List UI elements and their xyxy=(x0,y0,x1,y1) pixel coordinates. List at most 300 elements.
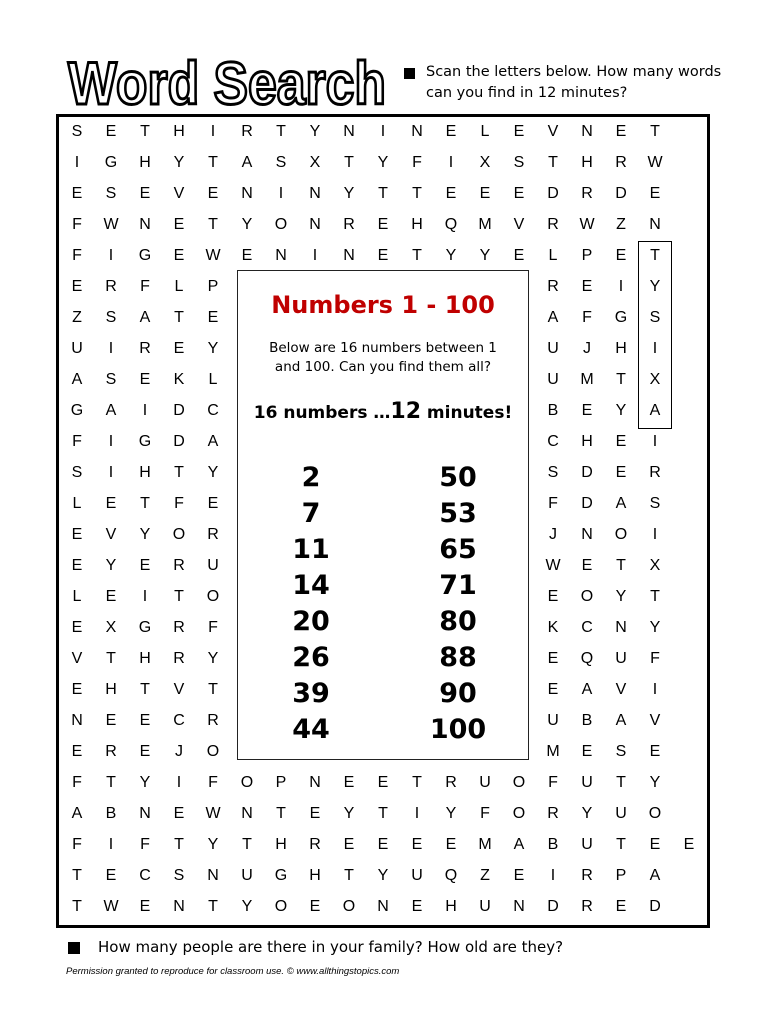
grid-letter: I xyxy=(74,154,80,171)
grid-letter: E xyxy=(513,247,525,264)
grid-letter: M xyxy=(546,743,560,760)
grid-letter: R xyxy=(581,185,593,202)
grid-letter: E xyxy=(173,805,185,822)
number-item: 65 xyxy=(439,534,477,565)
grid-letter: F xyxy=(140,278,150,295)
grid-letter: Y xyxy=(309,123,321,140)
grid-letter: E xyxy=(683,836,695,853)
grid-letter: E xyxy=(513,867,525,884)
grid-letter: F xyxy=(140,836,150,853)
grid-letter: L xyxy=(174,278,184,295)
panel-title: Numbers 1 - 100 xyxy=(271,291,495,319)
grid-letter: G xyxy=(70,402,84,419)
grid-letter: O xyxy=(512,805,526,822)
grid-letter: N xyxy=(581,526,593,543)
grid-letter: T xyxy=(174,309,184,326)
grid-letter: V xyxy=(513,216,525,233)
grid-letter: H xyxy=(581,433,593,450)
grid-letter: S xyxy=(71,464,83,481)
grid-letter: D xyxy=(173,402,185,419)
grid-letter: U xyxy=(581,836,593,853)
grid-letter: T xyxy=(412,247,422,264)
grid-letter: N xyxy=(241,185,253,202)
grid-letter: E xyxy=(71,526,83,543)
grid-letter: Q xyxy=(444,216,458,233)
grid-letter: D xyxy=(581,495,593,512)
grid-letter: I xyxy=(210,123,216,140)
grid-letter: V xyxy=(547,123,559,140)
grid-letter: E xyxy=(445,185,457,202)
grid-letter: E xyxy=(581,557,593,574)
grid-letter: C xyxy=(581,619,593,636)
grid-letter: Z xyxy=(480,867,490,884)
grid-letter: A xyxy=(547,309,559,326)
grid-letter: E xyxy=(343,836,355,853)
grid-letter: F xyxy=(174,495,184,512)
grid-letter: L xyxy=(72,495,82,512)
grid-letter: Q xyxy=(580,650,594,667)
grid-letter: R xyxy=(173,619,185,636)
grid-letter: F xyxy=(650,650,660,667)
grid-letter: W xyxy=(579,216,595,233)
grid-letter: R xyxy=(445,774,457,791)
number-item: 26 xyxy=(292,642,330,673)
intro-text: Scan the letters below. How many words can you find in 12 minutes? xyxy=(426,64,722,101)
grid-letter: W xyxy=(647,154,663,171)
grid-letter: N xyxy=(615,619,627,636)
grid-letter: R xyxy=(547,278,559,295)
grid-letter: R xyxy=(615,154,627,171)
grid-letter: X xyxy=(309,154,321,171)
grid-letter: T xyxy=(344,867,354,884)
footer-permission: Permission granted to reproduce for classroom use. © www.allthingstopics.com xyxy=(66,966,400,977)
grid-letter: F xyxy=(582,309,592,326)
grid-letter: Y xyxy=(479,247,491,264)
number-item: 7 xyxy=(301,498,321,529)
grid-letter: K xyxy=(547,619,559,636)
grid-letter: R xyxy=(173,650,185,667)
grid-letter: E xyxy=(241,247,253,264)
grid-letter: Y xyxy=(615,588,627,605)
grid-letter: H xyxy=(139,154,151,171)
grid-letter: D xyxy=(173,433,185,450)
grid-letter: I xyxy=(108,340,114,357)
grid-letter: D xyxy=(547,898,559,915)
grid-letter: N xyxy=(309,774,321,791)
grid-letter: C xyxy=(207,402,219,419)
grid-letter: R xyxy=(547,805,559,822)
grid-letter: P xyxy=(581,247,593,264)
grid-letter: I xyxy=(108,836,114,853)
grid-letter: N xyxy=(309,216,321,233)
number-item: 44 xyxy=(292,714,330,745)
grid-letter: E xyxy=(71,619,83,636)
number-item: 39 xyxy=(292,678,330,709)
grid-letter: A xyxy=(71,805,83,822)
grid-letter: I xyxy=(108,464,114,481)
grid-letter: T xyxy=(72,867,82,884)
grid-letter: N xyxy=(139,216,151,233)
grid-letter: L xyxy=(548,247,558,264)
grid-letter: A xyxy=(513,836,525,853)
grid-letter: E xyxy=(139,557,151,574)
grid-letter: W xyxy=(103,898,119,915)
grid-letter: T xyxy=(412,185,422,202)
grid-letter: E xyxy=(207,495,219,512)
grid-letter: O xyxy=(240,774,254,791)
grid-letter: R xyxy=(207,526,219,543)
grid-letter: S xyxy=(71,123,83,140)
question-text: How many people are there in your family? How old are they? xyxy=(98,938,564,956)
grid-letter: V xyxy=(105,526,117,543)
number-item: 80 xyxy=(439,606,477,637)
number-item: 14 xyxy=(292,570,330,601)
grid-letter: E xyxy=(479,185,491,202)
grid-letter: F xyxy=(72,216,82,233)
grid-letter: H xyxy=(173,123,185,140)
grid-letter: H xyxy=(139,464,151,481)
grid-letter: E xyxy=(139,712,151,729)
grid-letter: Y xyxy=(207,464,219,481)
grid-letter: F xyxy=(208,619,218,636)
grid-letter: T xyxy=(412,774,422,791)
grid-letter: Y xyxy=(105,557,117,574)
grid-letter: L xyxy=(480,123,490,140)
grid-letter: B xyxy=(105,805,117,822)
grid-letter: E xyxy=(139,185,151,202)
grid-letter: E xyxy=(547,588,559,605)
grid-letter: T xyxy=(174,836,184,853)
grid-letter: I xyxy=(652,433,658,450)
grid-letter: T xyxy=(208,681,218,698)
grid-letter: E xyxy=(377,836,389,853)
grid-letter: Z xyxy=(72,309,82,326)
grid-letter: S xyxy=(105,185,117,202)
grid-letter: Z xyxy=(616,216,626,233)
grid-letter: S xyxy=(173,867,185,884)
word-search-logo xyxy=(64,48,394,116)
grid-letter: I xyxy=(380,123,386,140)
grid-letter: E xyxy=(105,495,117,512)
grid-letter: T xyxy=(650,247,660,264)
grid-letter: V xyxy=(173,681,185,698)
grid-letter: N xyxy=(139,805,151,822)
grid-letter: E xyxy=(581,278,593,295)
grid-letter: I xyxy=(108,247,114,264)
grid-letter: E xyxy=(105,123,117,140)
grid-letter: A xyxy=(615,712,627,729)
grid-letter: N xyxy=(343,123,355,140)
grid-letter: W xyxy=(103,216,119,233)
grid-letter: F xyxy=(480,805,490,822)
grid-letter: L xyxy=(208,371,218,388)
grid-letter: R xyxy=(343,216,355,233)
grid-letter: T xyxy=(616,836,626,853)
grid-letter: J xyxy=(583,340,591,357)
grid-letter: E xyxy=(445,123,457,140)
number-item: 71 xyxy=(439,570,477,601)
grid-letter: Y xyxy=(649,278,661,295)
grid-letter: F xyxy=(208,774,218,791)
grid-letter: Y xyxy=(207,836,219,853)
grid-letter: R xyxy=(105,278,117,295)
grid-letter: E xyxy=(71,743,83,760)
grid-letter: G xyxy=(138,619,152,636)
grid-letter: E xyxy=(411,898,423,915)
grid-letter: U xyxy=(71,340,83,357)
grid-letter: X xyxy=(649,371,661,388)
grid-letter: N xyxy=(581,123,593,140)
grid-letter: E xyxy=(581,402,593,419)
grid-letter: F xyxy=(72,836,82,853)
grid-letter: E xyxy=(173,340,185,357)
grid-letter: U xyxy=(615,650,627,667)
grid-letter: X xyxy=(479,154,491,171)
grid-letter: D xyxy=(547,185,559,202)
grid-letter: Y xyxy=(377,154,389,171)
grid-letter: D xyxy=(581,464,593,481)
grid-letter: J xyxy=(549,526,557,543)
grid-letter: R xyxy=(105,743,117,760)
grid-letter: E xyxy=(71,278,83,295)
grid-letter: E xyxy=(445,836,457,853)
grid-letter: V xyxy=(71,650,83,667)
number-item: 53 xyxy=(439,498,477,529)
grid-letter: E xyxy=(377,216,389,233)
grid-letter: T xyxy=(140,123,150,140)
grid-letter: E xyxy=(377,247,389,264)
numbers-panel xyxy=(237,270,529,760)
grid-letter: S xyxy=(649,495,661,512)
grid-letter: T xyxy=(616,557,626,574)
grid-letter: Y xyxy=(581,805,593,822)
grid-letter: M xyxy=(478,216,492,233)
grid-letter: T xyxy=(276,123,286,140)
grid-letter: R xyxy=(581,867,593,884)
grid-letter: S xyxy=(649,309,661,326)
grid-letter: A xyxy=(649,402,661,419)
grid-letter: H xyxy=(411,216,423,233)
grid-letter: H xyxy=(139,650,151,667)
grid-letter: W xyxy=(545,557,561,574)
grid-letter: E xyxy=(343,774,355,791)
grid-letter: C xyxy=(173,712,185,729)
grid-letter: E xyxy=(173,216,185,233)
grid-letter: T xyxy=(106,650,116,667)
number-item: 90 xyxy=(439,678,477,709)
grid-letter: U xyxy=(547,712,559,729)
grid-letter: G xyxy=(138,433,152,450)
grid-letter: R xyxy=(547,216,559,233)
grid-letter: Y xyxy=(343,185,355,202)
grid-letter: R xyxy=(581,898,593,915)
grid-letter: T xyxy=(276,805,286,822)
grid-letter: G xyxy=(138,247,152,264)
svg-text:Word Search: Word Search xyxy=(68,50,386,117)
challenge-time: 12 xyxy=(390,399,422,424)
grid-letter: E xyxy=(615,123,627,140)
grid-letter: U xyxy=(241,867,253,884)
grid-letter: U xyxy=(479,898,491,915)
grid-letter: N xyxy=(309,185,321,202)
grid-letter: E xyxy=(615,464,627,481)
grid-letter: W xyxy=(205,247,221,264)
grid-letter: D xyxy=(649,898,661,915)
grid-letter: R xyxy=(241,123,253,140)
grid-letter: E xyxy=(581,743,593,760)
grid-letter: N xyxy=(275,247,287,264)
grid-letter: T xyxy=(378,185,388,202)
grid-letter: U xyxy=(581,774,593,791)
grid-letter: Y xyxy=(649,619,661,636)
grid-letter: M xyxy=(580,371,594,388)
grid-letter: H xyxy=(615,340,627,357)
grid-letter: R xyxy=(173,557,185,574)
grid-letter: H xyxy=(105,681,117,698)
grid-letter: H xyxy=(275,836,287,853)
grid-letter: Y xyxy=(241,216,253,233)
page-title xyxy=(64,48,394,116)
grid-letter: E xyxy=(105,588,117,605)
grid-letter: O xyxy=(512,774,526,791)
grid-letter: G xyxy=(274,867,288,884)
grid-letter: E xyxy=(615,433,627,450)
grid-letter: U xyxy=(207,557,219,574)
grid-letter: I xyxy=(414,805,420,822)
grid-letter: S xyxy=(105,309,117,326)
grid-letter: N xyxy=(377,898,389,915)
grid-letter: A xyxy=(649,867,661,884)
grid-letter: V xyxy=(173,185,185,202)
grid-letter: T xyxy=(616,774,626,791)
grid-letter: I xyxy=(108,433,114,450)
bullet-icon xyxy=(68,942,80,954)
grid-letter: N xyxy=(343,247,355,264)
grid-letter: U xyxy=(615,805,627,822)
grid-letter: Y xyxy=(139,774,151,791)
grid-letter: E xyxy=(207,185,219,202)
grid-letter: E xyxy=(71,185,83,202)
grid-letter: C xyxy=(547,433,559,450)
grid-letter: E xyxy=(649,185,661,202)
grid-letter: X xyxy=(649,557,661,574)
grid-letter: O xyxy=(580,588,594,605)
grid-letter: I xyxy=(652,526,658,543)
grid-letter: N xyxy=(649,216,661,233)
grid-letter: A xyxy=(71,371,83,388)
grid-letter: R xyxy=(139,340,151,357)
grid-letter: F xyxy=(72,247,82,264)
grid-letter: A xyxy=(207,433,219,450)
grid-letter: V xyxy=(615,681,627,698)
grid-letter: T xyxy=(650,123,660,140)
grid-letter: E xyxy=(615,247,627,264)
grid-letter: E xyxy=(377,774,389,791)
grid-letter: T xyxy=(174,464,184,481)
grid-letter: J xyxy=(175,743,183,760)
grid-letter: E xyxy=(71,681,83,698)
grid-letter: T xyxy=(208,898,218,915)
grid-letter: E xyxy=(309,898,321,915)
grid-letter: T xyxy=(72,898,82,915)
panel-description: Below are 16 numbers between 1 and 100. Can you find them all? xyxy=(269,340,497,375)
grid-letter: E xyxy=(139,371,151,388)
grid-letter: T xyxy=(242,836,252,853)
grid-letter: N xyxy=(207,867,219,884)
grid-letter: O xyxy=(172,526,186,543)
grid-letter: O xyxy=(206,588,220,605)
grid-letter: S xyxy=(105,371,117,388)
grid-letter: L xyxy=(72,588,82,605)
grid-letter: P xyxy=(207,278,219,295)
grid-letter: Y xyxy=(445,247,457,264)
grid-letter: Y xyxy=(241,898,253,915)
grid-letter: N xyxy=(71,712,83,729)
grid-letter: O xyxy=(342,898,356,915)
grid-letter: B xyxy=(581,712,593,729)
grid-letter: T xyxy=(616,371,626,388)
grid-letter: O xyxy=(648,805,662,822)
grid-letter: E xyxy=(105,867,117,884)
grid-letter: O xyxy=(274,898,288,915)
bullet-icon xyxy=(404,68,415,79)
grid-letter: O xyxy=(614,526,628,543)
grid-letter: N xyxy=(513,898,525,915)
grid-letter: E xyxy=(615,898,627,915)
grid-letter: S xyxy=(615,743,627,760)
grid-letter: C xyxy=(139,867,151,884)
grid-letter: B xyxy=(547,402,559,419)
grid-letter: U xyxy=(547,371,559,388)
grid-letter: F xyxy=(412,154,422,171)
grid-letter: H xyxy=(309,867,321,884)
grid-letter: E xyxy=(649,743,661,760)
grid-letter: T xyxy=(208,216,218,233)
grid-letter: E xyxy=(71,557,83,574)
grid-letter: E xyxy=(173,247,185,264)
number-item: 20 xyxy=(292,606,330,637)
grid-letter: T xyxy=(140,495,150,512)
grid-letter: A xyxy=(241,154,253,171)
grid-letter: Y xyxy=(207,340,219,357)
grid-letter: H xyxy=(581,154,593,171)
grid-letter: T xyxy=(378,805,388,822)
grid-letter: F xyxy=(548,774,558,791)
grid-letter: O xyxy=(274,216,288,233)
challenge-suffix: minutes! xyxy=(421,403,513,423)
grid-letter: T xyxy=(208,154,218,171)
grid-letter: E xyxy=(139,743,151,760)
grid-letter: Y xyxy=(173,154,185,171)
grid-letter: Y xyxy=(445,805,457,822)
grid-letter: F xyxy=(548,495,558,512)
grid-letter: T xyxy=(140,681,150,698)
grid-letter: E xyxy=(207,309,219,326)
grid-letter: T xyxy=(174,588,184,605)
grid-letter: H xyxy=(445,898,457,915)
grid-letter: M xyxy=(478,836,492,853)
grid-letter: A xyxy=(105,402,117,419)
grid-letter: F xyxy=(72,774,82,791)
grid-letter: K xyxy=(173,371,185,388)
grid-letter: E xyxy=(513,123,525,140)
grid-letter: A xyxy=(581,681,593,698)
grid-letter: T xyxy=(650,588,660,605)
number-item: 88 xyxy=(439,642,477,673)
grid-letter: R xyxy=(207,712,219,729)
grid-letter: P xyxy=(275,774,287,791)
grid-letter: I xyxy=(312,247,318,264)
